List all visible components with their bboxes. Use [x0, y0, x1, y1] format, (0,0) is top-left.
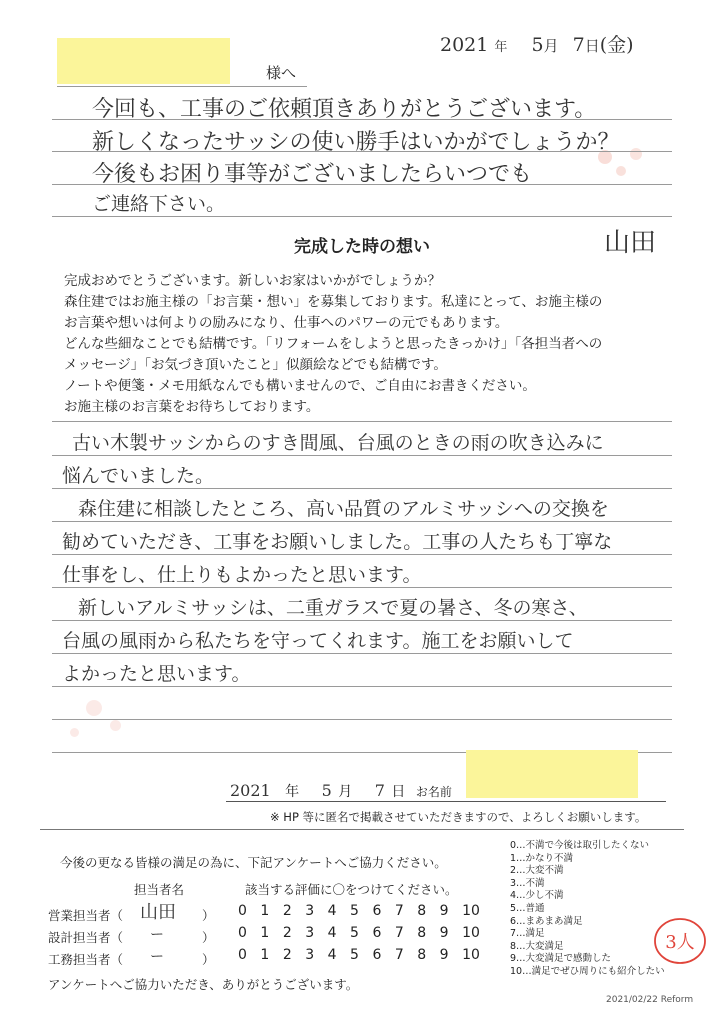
section-divider	[40, 829, 684, 830]
header-date-year: 2021	[440, 34, 489, 56]
staff-signature: 山田	[604, 228, 657, 258]
ruled-line	[52, 653, 672, 654]
scale-value[interactable]: 0	[238, 947, 247, 963]
scale-value[interactable]: 5	[350, 903, 359, 919]
scale-value[interactable]: 9	[439, 903, 449, 919]
ruled-line	[52, 421, 672, 422]
signoff-month-unit: 月	[338, 784, 353, 800]
customer-message-line: 勧めていただき、工事をお願いしました。工事の人たちも丁寧な	[62, 531, 613, 553]
signoff-day: 7	[374, 781, 385, 800]
header-date-month-unit: 月	[543, 37, 559, 55]
survey-scale-row	[238, 903, 480, 919]
survey-row-name: ー	[150, 949, 164, 965]
signoff-year-unit: 年	[285, 784, 300, 800]
legend-item: 9…大変満足で感動した	[510, 953, 612, 965]
scale-value[interactable]: 1	[260, 925, 270, 941]
staff-message-line: 新しくなったサッシの使い勝手はいかがでしょうか？	[92, 130, 620, 155]
customer-message-line: 仕事をし、仕上りもよかったと思います。	[62, 564, 422, 586]
red-circle-mark	[651, 914, 709, 968]
intro-line: メッセージ」「お気づき頂いたこと」似顔絵などでも結構です。	[64, 357, 447, 373]
customer-message-line: 森住建に相談したところ、高い品質のアルミサッシへの交換を	[78, 498, 609, 520]
decorative-berry	[86, 700, 102, 716]
scale-value[interactable]: 5	[350, 925, 359, 941]
anonymity-notice: ※ HP 等に匿名で掲載させていただきますので、よろしくお願いします。	[270, 810, 647, 824]
scale-value[interactable]: 5	[350, 947, 359, 963]
header-date-weekday: (金)	[599, 34, 634, 56]
scale-value[interactable]: 10	[462, 925, 480, 941]
signoff-date	[230, 781, 452, 801]
ruled-line	[52, 554, 672, 555]
survey-row-close: ）	[202, 908, 215, 923]
survey-row-close: ）	[202, 952, 215, 967]
scale-value[interactable]: 3	[305, 925, 315, 941]
legend-item: 5…普通	[510, 902, 545, 914]
survey-heading: 今後の更なる皆様の満足の為に、下記アンケートへご協力ください。	[60, 855, 447, 870]
form-code: 2021/02/22 Reform	[606, 995, 694, 1005]
section-title: 完成した時の想い	[294, 237, 430, 257]
scale-value[interactable]: 1	[260, 903, 270, 919]
staff-message-line: ご連絡下さい。	[92, 193, 226, 215]
decorative-berry	[616, 166, 626, 176]
decorative-berry	[630, 148, 642, 160]
ruled-line	[52, 455, 672, 456]
survey-scale-row	[238, 925, 480, 941]
scale-value[interactable]: 6	[372, 903, 382, 919]
scale-value[interactable]: 8	[417, 947, 427, 963]
header-date	[440, 30, 634, 57]
ruled-line	[52, 216, 672, 217]
staff-message-line: 今回も、工事のご依頼頂きありがとうございます。	[92, 97, 597, 122]
scale-value[interactable]: 2	[282, 947, 292, 963]
scale-value[interactable]: 4	[327, 947, 337, 963]
signoff-year: 2021	[230, 781, 271, 800]
customer-message-line: 古い木製サッシからのすき間風、台風のときの雨の吹き込みに	[72, 432, 604, 454]
ruled-line	[52, 587, 672, 588]
scale-value[interactable]: 8	[417, 903, 427, 919]
scale-value[interactable]: 10	[462, 903, 480, 919]
ruled-line	[52, 620, 672, 621]
intro-line: 完成おめでとうございます。新しいお家はいかがでしょうか？	[64, 273, 441, 289]
survey-scale-row	[238, 947, 480, 963]
survey-row-name: ー	[150, 927, 164, 943]
scale-value[interactable]: 0	[238, 903, 247, 919]
legend-item: 6…まあまあ満足	[510, 915, 583, 927]
scale-value[interactable]: 10	[462, 947, 480, 963]
legend-item: 2…大変不満	[510, 865, 564, 877]
addressee-redaction	[57, 38, 230, 84]
signoff-name-label: お名前	[415, 785, 452, 799]
customer-message-line: よかったと思います。	[62, 663, 251, 685]
legend-item: 3…不満	[510, 877, 545, 889]
survey-row-close: ）	[202, 930, 215, 945]
intro-line: 森住建ではお施主様の「お言葉・想い」を募集しております。私達にとって、お施主様の	[64, 294, 603, 310]
addressee-underline	[57, 86, 307, 87]
scale-value[interactable]: 6	[372, 947, 382, 963]
scale-value[interactable]: 9	[439, 925, 449, 941]
legend-item: 8…大変満足	[510, 940, 564, 952]
intro-line: どんな些細なことでも結構です。「リフォームをしようと思ったきっかけ」「各担当者への	[64, 336, 603, 352]
scale-value[interactable]: 0	[238, 925, 247, 941]
legend-item: 10…満足でぜひ周りにも紹介したい	[510, 965, 665, 977]
scale-value[interactable]: 3	[305, 903, 315, 919]
scale-value[interactable]: 7	[394, 903, 404, 919]
staff-message-line: 今後もお困り事等がございましたらいつでも	[92, 162, 533, 187]
scale-value[interactable]: 7	[394, 925, 404, 941]
intro-line: お施主様のお言葉をお待ちしております。	[64, 399, 320, 415]
ruled-line	[52, 719, 672, 720]
survey-row-label: 営業担当者（	[48, 908, 124, 923]
decorative-berry	[70, 728, 79, 737]
customer-message-line: 悩んでいました。	[62, 465, 215, 487]
survey-row-name: 山田	[140, 902, 176, 923]
scale-value[interactable]: 2	[282, 903, 292, 919]
signoff-month: 5	[321, 781, 332, 800]
intro-line: ノートや便箋・メモ用紙なんでも構いませんので、ご自由にお書きください。	[64, 378, 536, 394]
legend-item: 1…かなり不満	[510, 852, 574, 864]
ruled-line	[52, 488, 672, 489]
header-date-day-unit: 日	[584, 37, 600, 55]
header-date-year-unit: 年	[494, 40, 508, 55]
scale-value[interactable]: 7	[394, 947, 404, 963]
customer-message-line: 台風の風雨から私たちを守ってくれます。施工をお願いして	[62, 630, 574, 652]
ruled-line	[52, 521, 672, 522]
legend-item: 4…少し不満	[510, 890, 564, 902]
decorative-berry	[110, 720, 121, 731]
survey-row-label: 設計担当者（	[48, 930, 124, 945]
scale-value[interactable]: 9	[439, 947, 449, 963]
scale-value[interactable]: 8	[417, 925, 427, 941]
survey-col-staff: 担当者名	[134, 882, 185, 897]
legend-item: 0…不満で今後は取引したくない	[510, 840, 650, 851]
signoff-day-unit: 日	[391, 784, 406, 800]
scale-value[interactable]: 6	[372, 925, 382, 941]
header-date-month: 5	[531, 34, 544, 56]
circle-mark-text: 3人	[665, 932, 695, 953]
addressee-suffix: 様へ	[266, 64, 297, 82]
scale-value[interactable]: 2	[282, 925, 292, 941]
survey-thanks: アンケートへご協力いただき、ありがとうございます。	[48, 977, 359, 992]
ruled-line	[52, 686, 672, 687]
signoff-underline	[226, 801, 666, 802]
header-date-day: 7	[572, 34, 585, 56]
scale-value[interactable]: 1	[260, 947, 270, 963]
intro-line: お言葉や想いは何よりの励みになり、仕事へのパワーの元でもあります。	[64, 315, 509, 331]
survey-col-rating: 該当する評価に〇をつけてください。	[245, 882, 458, 897]
customer-name-redaction	[466, 750, 638, 798]
scale-value[interactable]: 3	[305, 947, 315, 963]
survey-row-label: 工務担当者（	[48, 952, 124, 967]
scale-value[interactable]: 4	[327, 903, 337, 919]
legend-item: 7…満足	[510, 928, 545, 940]
scale-value[interactable]: 4	[327, 925, 337, 941]
rating-legend	[510, 840, 665, 979]
customer-message-line: 新しいアルミサッシは、二重ガラスで夏の暑さ、冬の寒さ、	[78, 597, 588, 619]
